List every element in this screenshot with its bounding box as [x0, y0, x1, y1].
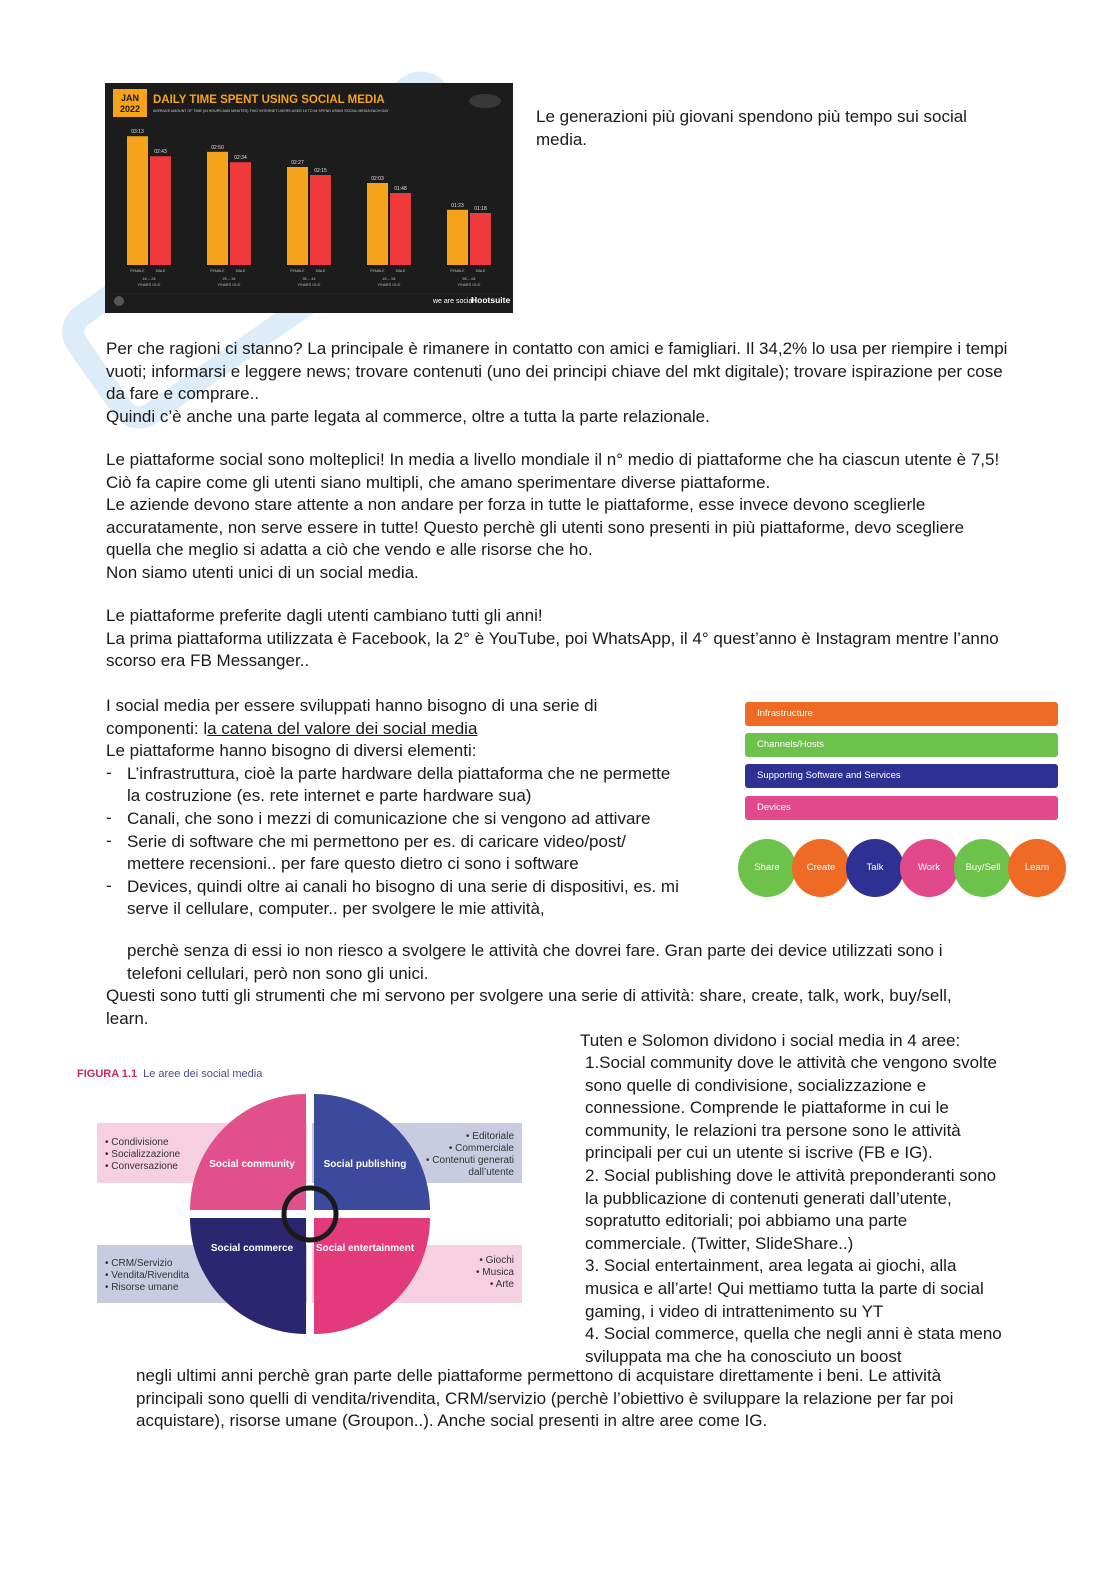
bar-female-0: [127, 136, 148, 265]
paragraph-line: Per che ragioni ci stanno? La principale è rimanere in contatto con amici e famigliari. Il 34,2% lo usa per riempire i tempi vuoti; informarsi e leggere news; trovare contenuti (uno dei principi chiave del mkt digitale); trovare ispirazione per cose da fare e comprare..: [106, 339, 1008, 404]
chart-footer-icon: [114, 296, 124, 306]
series-tick-label: MALE: [235, 269, 246, 273]
series-tick-label: MALE: [395, 269, 406, 273]
paragraph-line: Quindi c’è anche una parte legata al commerce, oltre a tutta la parte relazionale.: [106, 406, 710, 426]
list-item: • Condivisione: [105, 1137, 169, 1148]
series-tick-label: FEMALE: [370, 269, 385, 273]
paragraph-line: Non siamo utenti unici di un social media.: [106, 562, 419, 582]
list-item: • Socializzazione: [105, 1149, 181, 1160]
list-item: • Giochi: [479, 1255, 514, 1266]
label-social-community: Social community: [209, 1159, 295, 1170]
bar-infrastructure: Infrastructure: [745, 702, 1058, 726]
list-item: - Serie di software che mi permettono per es. di caricare video/post/ mettere recensioni.. per fare questo dietro ci sono i software: [106, 831, 686, 876]
bar-female-3: [367, 183, 388, 265]
paragraph-line: Le piattaforme preferite dagli utenti cambiano tutti gli anni!: [106, 606, 543, 625]
list-item: • Commerciale: [448, 1143, 514, 1154]
chart-title: DAILY TIME SPENT USING SOCIAL MEDIA: [153, 94, 385, 106]
quadrant-entertainment: [314, 1218, 430, 1334]
paragraph-platforms: [106, 449, 1011, 585]
list-item: • Risorse umane: [105, 1282, 179, 1293]
paragraph-line: Le aziende devono stare attente a non andare per forza in tutte le piattaforme, esse invece devono sceglierle accuratamente, non serve essere in tutte! Questo perchè gli utenti sono presenti in più piattaforme, devo scegliere quella che meglio si adatta a ciò che vendo e alle risorse che ho.: [106, 495, 965, 560]
paragraph-line: La prima piattaforma utilizzata è Facebook, la 2° è YouTube, poi WhatsApp, il 4° quest’anno è Instagram mentre l’anno scorso era FB Messanger..: [106, 628, 999, 671]
label-social-publishing: Social publishing: [323, 1159, 407, 1170]
intro-text: Le generazioni più giovani spendono più tempo sui social media.: [536, 107, 967, 149]
bar-value-label: 02:50: [211, 144, 224, 151]
list-item: • Vendita/Rivendita: [105, 1270, 190, 1281]
community-list: [105, 1137, 195, 1173]
list-item: • Musica: [476, 1267, 514, 1278]
category-tick-label: 55 – 64: [462, 276, 476, 281]
label-social-commerce: Social commerce: [210, 1243, 294, 1254]
bar-value-label: 02:27: [291, 160, 304, 166]
value-chain-section: [106, 695, 686, 921]
badge-year: 2022: [119, 104, 141, 114]
value-chain-intro: [106, 695, 686, 740]
devices-continuation: perchè senza di essi io non riesco a svolgere le attività che dovrei fare. Gran parte dei device utilizzati sono i telefoni cellulari, però non sono gli unici.: [127, 941, 943, 983]
quadrant-community: [190, 1094, 306, 1210]
category-tick-label: 35 – 44: [302, 276, 316, 281]
bar-value-label: 02:43: [154, 149, 167, 156]
area-commerce-continuation: negli ultimi anni perchè gran parte delle piattaforme permettono di acquistare direttamente i beni. Le attività principali sono quelli di vendita/rivendita, CRM/servizio (perchè l’obiettivo è sviluppare la relazione per far poi acquistare), risorse umane (Groupon..). Anche social presenti in altre aree come IG.: [136, 1366, 954, 1431]
category-tick-label: 45 – 54: [382, 276, 396, 281]
bar-value-label: 01:48: [394, 186, 407, 192]
list-item: - L’infrastruttura, cioè la parte hardware della piattaforma che ne permette la costruzione (es. rete internet e parte hardware sua): [106, 763, 686, 808]
series-tick-label: FEMALE: [290, 269, 305, 273]
list-item: • Editoriale: [466, 1131, 514, 1142]
series-tick-label: FEMALE: [210, 269, 225, 273]
area-social-publishing: 2. Social publishing dove le attività preponderanti sono la pubblicazione di contenuti generati dall’utente, sopratutto editoriali; poi abbiamo una parte commerciale. (Twitter, SlideShare..): [585, 1165, 997, 1253]
figure-title: [77, 1068, 262, 1080]
value-chain-link[interactable]: a catena del valore dei social media: [207, 718, 478, 738]
category-tick-label-sub: YEARS OLD: [297, 282, 321, 287]
social-media-time-chart: [105, 83, 513, 313]
publishing-list: [426, 1131, 514, 1179]
category-tick-label-sub: YEARS OLD: [137, 282, 161, 287]
bar-male-4: [470, 213, 491, 265]
list-item: - Devices, quindi oltre ai canali ho bisogno di una serie di dispositivi, es. mi serve il cellulare, computer.. per svolgere le mie attività,: [106, 876, 686, 921]
quadrant-commerce: [190, 1218, 306, 1334]
commerce-list: [105, 1258, 195, 1294]
activities-closing: Questi sono tutti gli strumenti che mi servono per svolgere una serie di attività: share, create, talk, work, buy/sell, learn.: [106, 986, 952, 1028]
paragraph-line: Le piattaforme social sono molteplici! In media a livello mondiale il n° medio di piattaforme che ha ciascun utente è 7,5! Ciò fa capire come gli utenti siano multipli, che amano sperimentare diverse piattaforme.: [106, 450, 1000, 492]
circle-talk: Talk: [846, 839, 904, 897]
bar-female-2: [287, 167, 308, 265]
list-item: • Arte: [489, 1279, 514, 1290]
circle-create: Create: [792, 839, 850, 897]
circle-share: Share: [738, 839, 796, 897]
bar-value-label: 01:18: [474, 206, 487, 212]
bar-value-label: 03:13: [131, 129, 144, 136]
bar-male-1: [230, 162, 251, 265]
areas-circle-diagram: [190, 1094, 430, 1334]
badge-month: JAN: [120, 93, 140, 103]
quadrant-publishing: [314, 1094, 430, 1210]
figure-caption: Le aree dei social media: [143, 1068, 263, 1080]
circle-buy-sell: Buy/Sell: [954, 839, 1012, 897]
center-cycle-icon: [284, 1188, 336, 1240]
bar-software: Supporting Software and Services: [745, 764, 1058, 788]
category-tick-label: 25 – 34: [222, 276, 236, 281]
list-item: • Conversazione: [105, 1161, 178, 1172]
bar-devices: Devices: [745, 796, 1058, 820]
chart-svg: [105, 83, 513, 313]
bar-male-0: [150, 156, 171, 265]
circle-work: Work: [900, 839, 958, 897]
series-tick-label: FEMALE: [130, 269, 145, 273]
list-item: • CRM/Servizio: [105, 1258, 173, 1269]
entertainment-list: [444, 1255, 514, 1291]
chart-subtitle: AVERAGE AMOUNT OF TIME (IN HOURS AND MINUTES) THAT INTERNET USERS AGED 16 TO 64 SPEND USING SOCIAL MEDIA EACH DAY: [153, 109, 389, 113]
world-map-icon: [469, 94, 501, 108]
figure-number: FIGURA 1.1: [77, 1068, 138, 1080]
circle-learn: Learn: [1008, 839, 1066, 897]
paragraph-reasons: [106, 338, 1011, 428]
area-social-community: 1.Social community dove le attività che vengono svolte sono quelle di condivisione, socializzazione e connessione. Comprende le piattaforme in cui le community, le relazioni tra persone sono le attività principali per cui un utente si iscrive (FB e IG).: [585, 1053, 998, 1163]
list-item: - Canali, che sono i mezzi di comunicazione che si vengono ad attivare: [106, 808, 686, 831]
value-chain-intro-b: Le piattaforme hanno bisogno di diversi elementi:: [106, 741, 477, 761]
series-tick-label: MALE: [155, 269, 166, 273]
intro-text-a: I social media per essere sviluppati hanno bisogno di una serie di componenti: l: [106, 696, 598, 738]
category-tick-label-sub: YEARS OLD: [377, 282, 401, 287]
brand-we-are-social: we are social: [433, 298, 474, 305]
brand-hootsuite: Hootsuite: [471, 295, 511, 305]
areas-list: [585, 1052, 1010, 1368]
series-tick-label: MALE: [315, 269, 326, 273]
bar-male-3: [390, 193, 411, 265]
series-tick-label: FEMALE: [450, 269, 465, 273]
category-tick-label-sub: YEARS OLD: [457, 282, 481, 287]
bar-value-label: 01:23: [451, 202, 464, 209]
paragraph-preferred: [106, 605, 1011, 673]
area-social-commerce: 4. Social commerce, quella che negli anni è stata meno sviluppata ma che ha conosciuto un boost: [585, 1324, 1002, 1366]
bar-male-2: [310, 175, 331, 265]
category-tick-label-sub: YEARS OLD: [217, 282, 241, 287]
bar-female-4: [447, 210, 468, 265]
bar-channels: Channels/Hosts: [745, 733, 1058, 757]
list-item: • Contenuti generati dall’utente: [426, 1155, 515, 1178]
areas-intro: Tuten e Solomon dividono i social media in 4 aree:: [580, 1031, 961, 1050]
bar-value-label: 02:15: [314, 168, 327, 174]
bar-value-label: 02:03: [371, 176, 384, 182]
bar-value-label: 02:34: [234, 155, 247, 162]
area-social-entertainment: 3. Social entertainment, area legata ai giochi, alla musica e all’arte! Qui mettiamo tutta la parte di social gaming, i video di intrattenimento su YT: [585, 1256, 984, 1321]
category-tick-label: 16 – 24: [142, 276, 156, 281]
label-social-entertainment: Social entertainment: [315, 1243, 415, 1254]
elements-list: [106, 763, 686, 921]
series-tick-label: MALE: [475, 269, 486, 273]
bar-female-1: [207, 152, 228, 265]
